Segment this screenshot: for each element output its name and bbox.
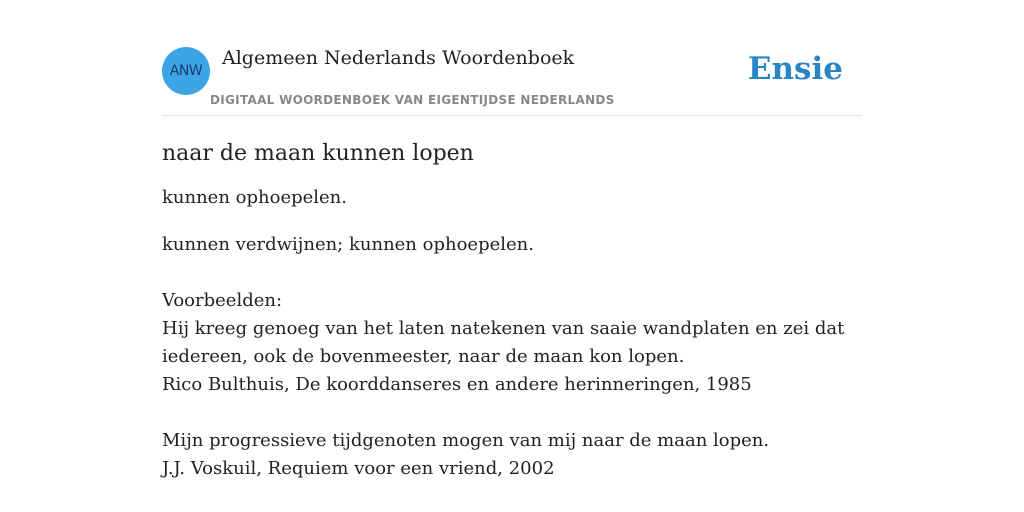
- example-2-source: J.J. Voskuil, Requiem voor een vriend, 2002: [162, 458, 555, 479]
- ensie-brand-logo[interactable]: Ensie: [747, 51, 843, 87]
- entry-title: naar de maan kunnen lopen: [162, 141, 474, 166]
- anw-logo[interactable]: [162, 47, 210, 95]
- definition-short: kunnen ophoepelen.: [162, 187, 347, 208]
- example-1-quote-line-1: Hij kreeg genoeg van het laten natekenen van saaie wandplaten en zei dat: [162, 318, 845, 339]
- site-title[interactable]: Algemeen Nederlands Woordenboek: [222, 47, 575, 69]
- example-1-quote-line-2: iedereen, ook de bovenmeester, naar de maan kon lopen.: [162, 346, 685, 367]
- site-header: [162, 46, 862, 116]
- examples-block: [162, 287, 862, 483]
- example-spacer: [162, 399, 862, 427]
- example-1-source: Rico Bulthuis, De koorddanseres en andere herinneringen, 1985: [162, 374, 752, 395]
- anw-logo-text: ANW: [169, 63, 203, 79]
- entry-content: [162, 138, 862, 483]
- definition-long: kunnen verdwijnen; kunnen ophoepelen.: [162, 234, 534, 255]
- example-2-quote-line-1: Mijn progressieve tijdgenoten mogen van mij naar de maan lopen.: [162, 430, 770, 451]
- site-subtitle: DIGITAAL WOORDENBOEK VAN EIGENTIJDSE NEDERLANDS: [210, 93, 615, 107]
- examples-label: Voorbeelden:: [162, 290, 283, 311]
